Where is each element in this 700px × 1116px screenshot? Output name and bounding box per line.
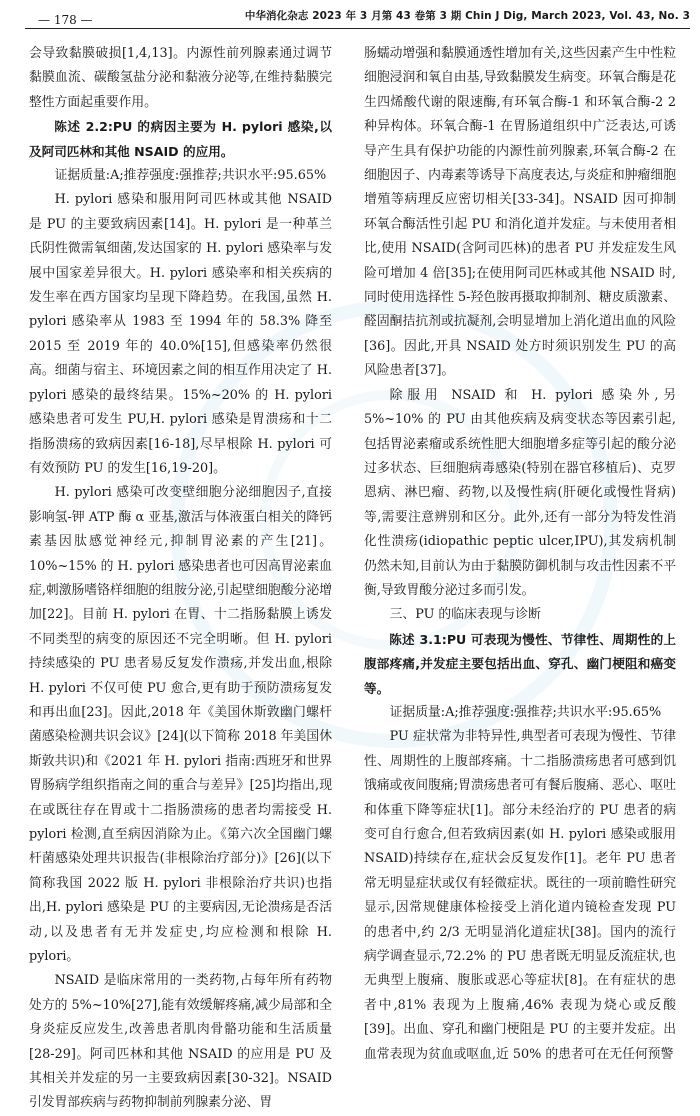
paragraph: 三、PU 的临床表现与诊断 (389, 607, 541, 623)
page-header (0, 0, 700, 40)
paragraph: 除服用 NSAID 和 H. pylori 感染外,另 5%~10% 的 PU 由其他疾病及病变状态等因素引起,包括胃泌素瘤或系统性肥大细胞增多症等引起的酸分泌过多状态、巨细胞病毒感染(特别在器官移植后)、克罗恩病、淋巴瘤、药物,以及慢性病(肝硬化或慢性肾病)等,需要注意辨别和区分。此外,还有一部分为特发性消化性溃疡(idiopathic peptic ulcer,IPU),其发病机制仍然未知,目前认为由于黏膜防御机制与攻击性因素不平衡,导致胃酸分泌过多而引发。 (364, 387, 676, 598)
paragraph: H. pylori 感染和服用阿司匹林或其他 NSAID 是 PU 的主要致病因素[14]。H. pylori 是一种革兰氏阴性微需氧细菌,发达国家的 H. pylori 感染率与发展中国家差异很大。H. pylori 感染率和相关疾病的发生率在西方国家均呈现下降趋势。在我国,虽然 H. pylori 感染率从 1983 至 1994 年的 58.3% 降至 2015 至 2019 年的 40.0%[15],但感染率仍然很高。细菌与宿主、环境因素之间的相互作用决定了 H. pylori 感染的最终结果。15%~20% 的 H. pylori 感染患者可发生 PU,H. pylori 感染是胃溃疡和十二指肠溃疡的致病因素[16-18],尽早根除 H. pylori 可有效预防 PU 的发生[16,19-20]。 (29, 192, 332, 476)
consensus-statement: 陈述 3.1:PU 可表现为慢性、节律性、周期性的上腹部疼痛,并发症主要包括出血、穿孔、幽门梗阻和癌变等。 (364, 631, 676, 696)
header-rule (25, 28, 690, 29)
paragraph: H. pylori 感染可改变壁细胞分泌细胞因子,直接影响氢-钾 ATP 酶 α 亚基,激活与体液蛋白相关的降钙素基因肽感觉神经元,抑制胃泌素的产生[21]。10%~15% 的 H. pylori 感染患者也可因高胃泌素血症,刺激肠嗜铬样细胞的组胺分泌,引起壁细胞酸分泌增加[22]。目前 H. pylori 在胃、十二指肠黏膜上诱发不同类型的病变的原因还不完全明晰。但 H. pylori 持续感染的 PU 患者易反复发作溃疡,并发出血,根除 H. pylori 不仅可使 PU 愈合,更有助于预防溃疡复发和再出血[23]。因此,2018 年《美国休斯敦幽门螺杆菌感染检测共识会议》[24](以下简称 2018 年美国休斯敦共识)和《2021 年 H. pylori 指南:西班牙和世界胃肠病学组织指南之间的重合与差异》[25]均指出,现在或既往存在胃或十二指肠溃疡的患者均需接受 H. pylori 检测,直至病因消除为止。《第六次全国幽门螺杆菌感染处理共识报告(非根除治疗部分)》[26](以下简称我国 2022 版 H. pylori 非根除治疗共识)也指出,H. pylori 感染是 PU 的主要病因,无论溃疡是否活动,以及患者有无并发症史,均应检测和根除 H. pylori。 (29, 485, 332, 965)
left-column (29, 42, 332, 1116)
paragraph: 会导致黏膜破损[1,4,13]。内源性前列腺素通过调节黏膜血流、碳酸氢盐分泌和黏液分泌等,在维持黏膜完整性方面起重要作用。 (29, 46, 332, 110)
consensus-statement: 陈述 2.2:PU 的病因主要为 H. pylori 感染,以及阿司匹林和其他 NSAID 的应用。 (29, 119, 332, 159)
page-number: — 178 — (38, 13, 93, 27)
right-column (364, 42, 676, 1067)
paragraph: PU 症状常为非特异性,典型者可表现为慢性、节律性、周期性的上腹部疼痛。十二指肠溃疡患者可感到饥饿痛或夜间腹痛;胃溃疡患者可有餐后腹痛、恶心、呕吐和体重下降等症状[1]。部分未经治疗的 PU 患者的病变可自行愈合,但若致病因素(如 H. pylori 感染或服用 NSAID)持续存在,症状会反复发作[1]。老年 PU 患者常无明显症状或仅有轻微症状。既往的一项前瞻性研究显示,因常规健康体检接受上消化道内镜检查发现 PU 的患者中,约 2/3 无明显消化道症状[38]。国内的流行病学调查显示,72.2% 的 PU 患者既无明显反流症状,也无典型上腹痛、腹胀或恶心等症状[8]。在有症状的患者中,81% 表现为上腹痛,46% 表现为烧心或反酸[39]。出血、穿孔和幽门梗阻是 PU 的主要并发症。出血常表现为贫血或呕血,近 50% 的患者可在无任何预警 (364, 729, 676, 1062)
paragraph: 证据质量:A;推荐强度:强推荐;共识水平:95.65% (54, 168, 327, 184)
paragraph: NSAID 是临床常用的一类药物,占每年所有药物处方的 5%~10%[27],能有效缓解疼痛,减少局部和全身炎症反应发生,改善患者肌肉骨骼功能和生活质量[28-29]。阿司匹林和其他 NSAID 的应用是 PU 及其相关并发症的另一主要致病因素[30-32]。NSAID 引发胃部疾病与药物抑制前列腺素分泌、胃 (29, 973, 332, 1111)
journal-citation: 中华消化杂志 2023 年 3 月第 43 卷第 3 期 Chin J Dig, March 2023, Vol. 43, No. 3 (244, 10, 690, 22)
paragraph: 证据质量:A;推荐强度:强推荐;共识水平:95.65% (389, 704, 662, 720)
paragraph: 肠蠕动增强和黏膜通透性增加有关,这些因素产生中性粒细胞浸润和氧自由基,导致黏膜发生病变。环氧合酶是花生四烯酸代谢的限速酶,有环氧合酶-1 和环氧合酶-2 2 种异构体。环氧合酶-1 在胃肠道组织中广泛表达,可诱导产生具有保护功能的内源性前列腺素,环氧合酶-2 在细胞因子、内毒素等诱导下高度表达,与炎症和肿瘤细胞增殖等病理反应密切相关[33-34]。NSAID 因可抑制环氧合酶活性引起 PU 和消化道并发症。与未使用者相比,使用 NSAID(含阿司匹林)的患者 PU 并发症发生风险可增加 4 倍[35];在使用阿司匹林或其他 NSAID 时,同时使用选择性 5-羟色胺再摄取抑制剂、糖皮质激素、醛固酮拮抗剂或抗凝剂,会明显增加上消化道出血的风险[36]。因此,开具 NSAID 处方时须识别发生 PU 的高风险患者[37]。 (364, 46, 676, 379)
